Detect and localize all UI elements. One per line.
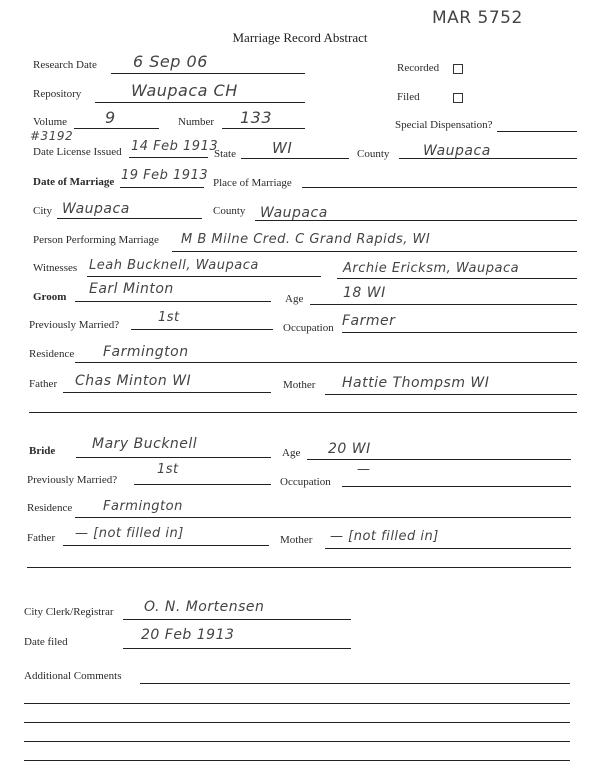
groom-previously-married-value: 1st <box>158 310 180 325</box>
filed-checkbox[interactable] <box>453 93 463 103</box>
groom-occupation-value: Farmer <box>342 313 396 329</box>
groom-occupation-label: Occupation <box>283 322 334 334</box>
comments-line-3 <box>24 722 570 723</box>
volume-line <box>74 128 159 129</box>
bride-occupation-value: — <box>357 462 371 477</box>
number-line <box>222 128 305 129</box>
date-license-issued-line <box>129 157 208 158</box>
bride-father-value: — [not filled in] <box>75 526 184 541</box>
groom-previously-married-line <box>131 329 273 330</box>
person-performing-line <box>172 251 577 252</box>
person-performing-label: Person Performing Marriage <box>33 234 159 246</box>
repository-value: Waupaca CH <box>131 81 238 100</box>
page-title: Marriage Record Abstract <box>232 30 368 45</box>
groom-father-label: Father <box>29 378 58 390</box>
county-label: County <box>357 148 390 160</box>
bride-mother-value: — [not filled in] <box>330 529 439 544</box>
repository-label: Repository <box>33 88 82 100</box>
research-date-value: 6 Sep 06 <box>133 52 208 71</box>
groom-father-line <box>63 392 271 393</box>
city-line <box>57 218 202 219</box>
license-note: #3192 <box>30 129 74 143</box>
state-value: WI <box>272 139 293 157</box>
special-dispensation-label: Special Dispensation? <box>395 119 493 131</box>
bride-mother-label: Mother <box>280 534 313 546</box>
bride-residence-value: Farmington <box>103 499 183 514</box>
groom-residence-label: Residence <box>29 348 75 360</box>
date-filed-value: 20 Feb 1913 <box>141 627 235 643</box>
bride-residence-line <box>75 517 571 518</box>
bride-previously-married-label: Previously Married? <box>27 474 118 486</box>
record-id: MAR 5752 <box>432 8 523 28</box>
bride-father-line <box>63 545 269 546</box>
state-line <box>241 158 349 159</box>
bride-father-label: Father <box>27 532 56 544</box>
groom-age-value: 18 WI <box>343 285 386 301</box>
repository-line <box>95 102 305 103</box>
groom-father-value: Chas Minton WI <box>75 373 192 389</box>
comments-line-5 <box>24 760 570 761</box>
groom-name-line <box>75 301 271 302</box>
bride-mother-line <box>325 548 571 549</box>
marriage-county-label: County <box>213 205 246 217</box>
city-clerk-label: City Clerk/Registrar <box>24 606 114 618</box>
groom-age-line <box>310 304 577 305</box>
witnesses-line-1 <box>87 276 321 277</box>
groom-previously-married-label: Previously Married? <box>29 319 120 331</box>
city-label: City <box>33 205 52 217</box>
groom-occupation-line <box>342 332 577 333</box>
date-of-marriage-value: 19 Feb 1913 <box>121 168 209 183</box>
groom-age-label: Age <box>285 293 304 305</box>
recorded-label: Recorded <box>397 62 440 74</box>
place-of-marriage-label: Place of Marriage <box>213 177 292 189</box>
bride-age-value: 20 WI <box>328 441 371 457</box>
groom-mother-line <box>325 394 577 395</box>
city-value: Waupaca <box>62 201 130 217</box>
witnesses-label: Witnesses <box>33 262 78 274</box>
special-dispensation-line <box>497 131 577 132</box>
groom-residence-line <box>75 362 577 363</box>
comments-line-1 <box>140 683 570 684</box>
groom-residence-value: Farmington <box>103 344 189 360</box>
groom-mother-label: Mother <box>283 379 316 391</box>
marriage-county-value: Waupaca <box>260 205 328 221</box>
bride-name-value: Mary Bucknell <box>92 436 198 452</box>
groom-mother-value: Hattie Thompsm WI <box>342 375 490 391</box>
state-label: State <box>214 148 236 160</box>
bride-previously-married-value: 1st <box>157 462 179 477</box>
volume-label: Volume <box>33 116 68 128</box>
bride-age-line <box>307 459 571 460</box>
witness-1-value: Leah Bucknell, Waupaca <box>89 258 259 273</box>
person-performing-value: M B Milne Cred. C Grand Rapids, WI <box>181 232 431 247</box>
county-value: Waupaca <box>423 143 491 159</box>
date-of-marriage-label: Date of Marriage <box>33 176 115 188</box>
comments-line-2 <box>24 703 570 704</box>
bride-residence-label: Residence <box>27 502 73 514</box>
bride-previously-married-line <box>134 484 271 485</box>
date-license-issued-label: Date License Issued <box>33 146 122 158</box>
research-date-line <box>111 73 305 74</box>
witnesses-line-2 <box>337 278 577 279</box>
volume-value: 9 <box>105 108 116 127</box>
number-label: Number <box>178 116 215 128</box>
date-license-issued-value: 14 Feb 1913 <box>131 139 219 154</box>
bride-name-line <box>76 457 271 458</box>
research-date-label: Research Date <box>33 59 97 71</box>
date-of-marriage-line <box>120 187 204 188</box>
bride-age-label: Age <box>282 447 301 459</box>
number-value: 133 <box>240 108 273 127</box>
groom-label: Groom <box>33 291 67 303</box>
bride-occupation-label: Occupation <box>280 476 331 488</box>
comments-line-4 <box>24 741 570 742</box>
additional-comments-label: Additional Comments <box>24 670 122 682</box>
witness-2-value: Archie Ericksm, Waupaca <box>343 261 520 276</box>
bride-occupation-line <box>342 486 571 487</box>
groom-name-value: Earl Minton <box>89 281 174 297</box>
filed-label: Filed <box>397 91 420 103</box>
bride-extra-line <box>27 567 571 568</box>
city-clerk-value: O. N. Mortensen <box>144 599 265 615</box>
bride-label: Bride <box>29 445 56 457</box>
date-filed-label: Date filed <box>24 636 68 648</box>
date-filed-line <box>123 648 351 649</box>
recorded-checkbox[interactable] <box>453 64 463 74</box>
groom-extra-line <box>29 412 577 413</box>
place-of-marriage-line <box>302 187 577 188</box>
city-clerk-line <box>123 619 351 620</box>
